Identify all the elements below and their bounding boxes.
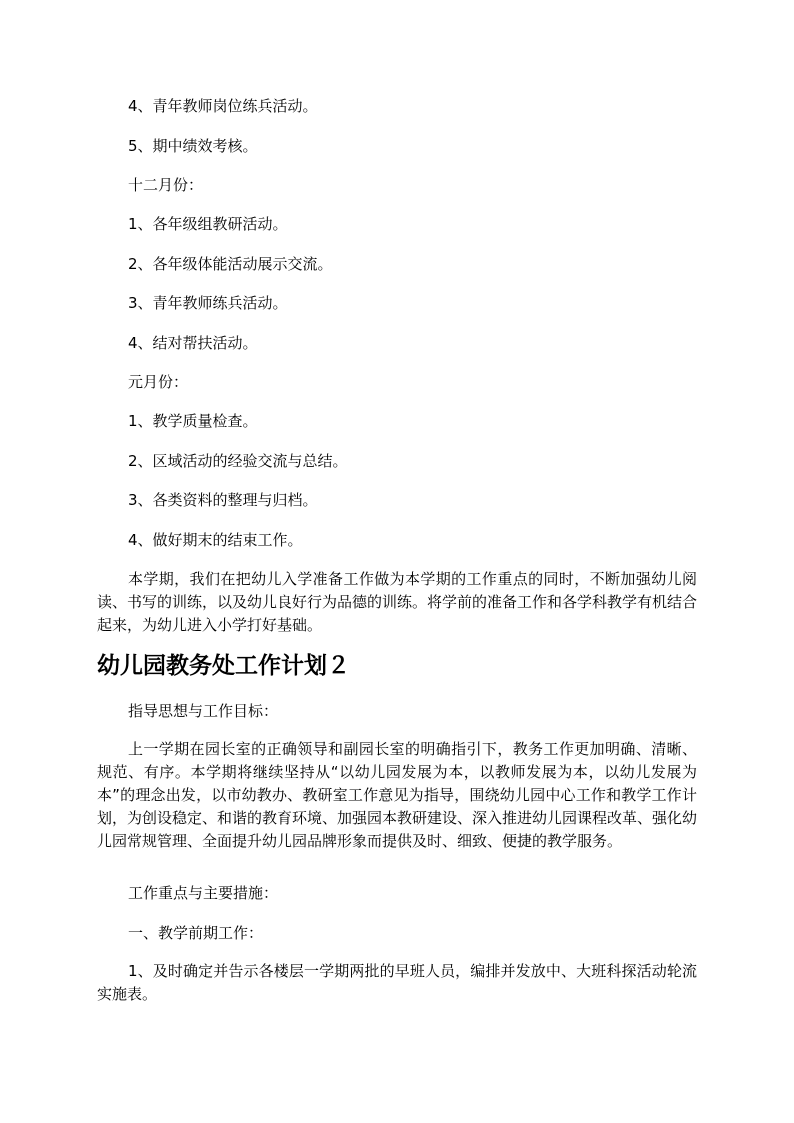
phase-label: 一、教学前期工作： xyxy=(128,924,264,942)
list-item: 4、做好期末的结束工作。 xyxy=(128,531,303,549)
guide-label: 指导思想与工作目标： xyxy=(128,702,279,720)
list-item: 4、青年教师岗位练兵活动。 xyxy=(128,97,318,115)
section-heading: 幼儿园教务处工作计划２ xyxy=(97,652,350,679)
month-label: 十二月份： xyxy=(128,176,204,194)
list-item: 2、各年级体能活动展示交流。 xyxy=(128,255,333,273)
list-item: 3、青年教师练兵活动。 xyxy=(128,294,288,312)
list-item: 3、各类资料的整理与归档。 xyxy=(128,491,318,509)
month-label: 元月份： xyxy=(128,373,189,391)
list-item: 1、教学质量检查。 xyxy=(128,412,258,430)
list-item: 1、各年级组教研活动。 xyxy=(128,215,288,233)
item-paragraph: 1、及时确定并告示各楼层一学期两批的早班人员，编排并发放中、大班科探活动轮流实施表。 xyxy=(97,962,697,1003)
guide-paragraph: 上一学期在园长室的正确领导和副园长室的明确指引下，教务工作更加明确、清晰、规范、有序。本学期将继续坚持从“以幼儿园发展为本，以教师发展为本，以幼儿发展为本”的理念出发，以市幼教办、教研室工作意见为指导，围绕幼儿园中心工作和教学工作计划，为创设稳定、和谐的教育环境、加强园本教研建设、深入推进幼儿园课程改革、强化幼儿园常规管理、全面提升幼儿园品牌形象而提供及时、细致、便捷的教学服务。 xyxy=(97,740,698,850)
list-item: 4、结对帮扶活动。 xyxy=(128,334,258,352)
list-item: 2、区域活动的经验交流与总结。 xyxy=(128,452,348,470)
summary-paragraph: 本学期，我们在把幼儿入学准备工作做为本学期的工作重点的同时，不断加强幼儿阅读、书写的训练，以及幼儿良好行为品德的训练。将学前的准备工作和各学科教学有机结合起来，为幼儿进入小学打好基础。 xyxy=(97,570,698,634)
focus-label: 工作重点与主要措施： xyxy=(128,884,279,902)
list-item: 5、期中绩效考核。 xyxy=(128,137,258,155)
